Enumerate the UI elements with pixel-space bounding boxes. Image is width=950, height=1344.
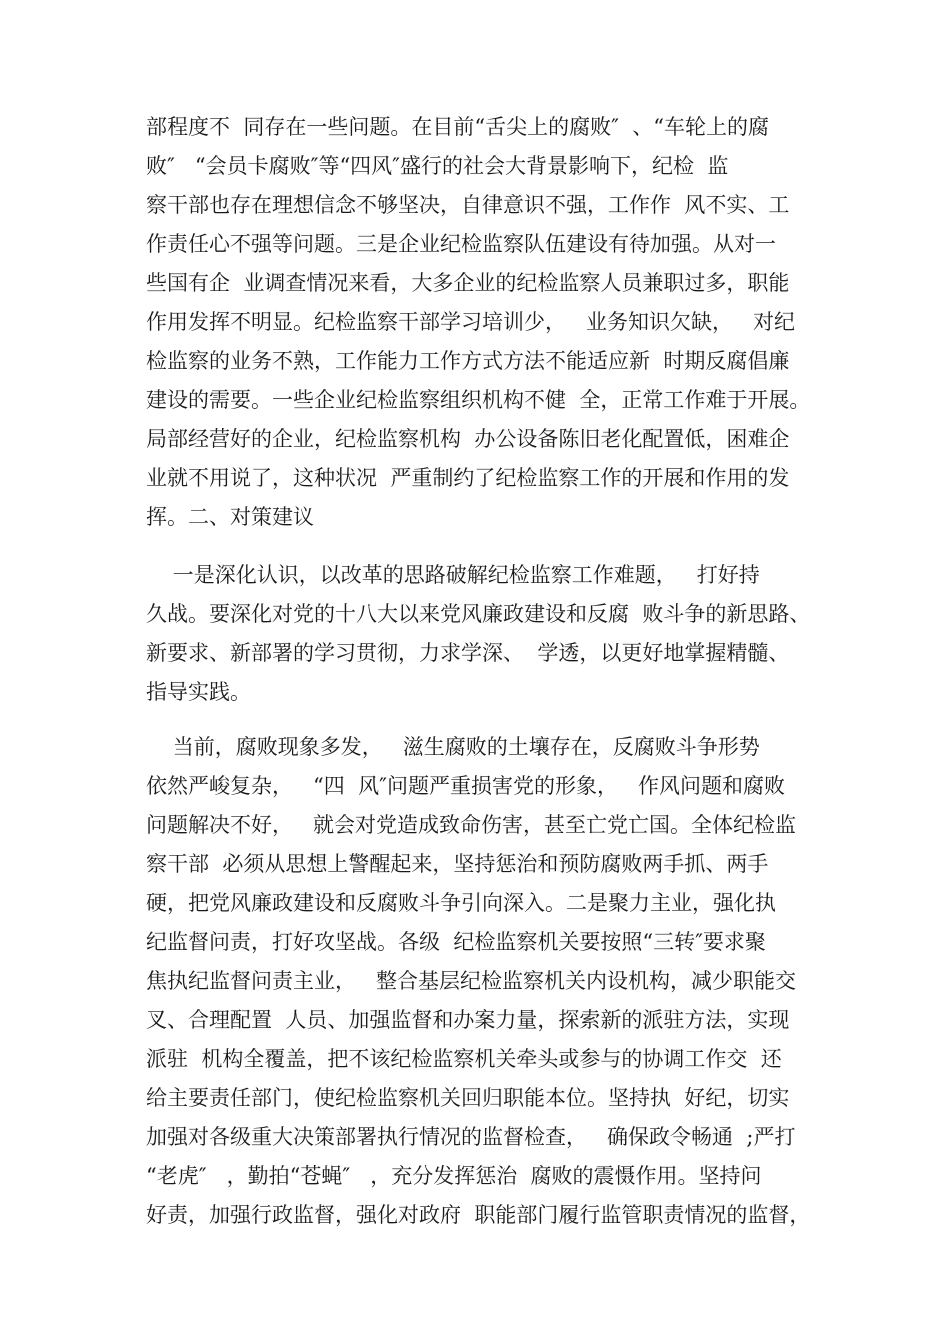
text-line: 察干部也存在理想信念不够坚决，自律意识不强，工作作 风不实、工 bbox=[146, 193, 790, 217]
text-line: 新要求、新部署的学习贯彻，力求学深、 学透，以更好地掌握精髓、 bbox=[146, 641, 790, 665]
paragraph-problems bbox=[146, 108, 816, 537]
text-line: 给主要责任部门，使纪检监察机关回归职能本位。坚持执 好纪，切实 bbox=[146, 1086, 790, 1110]
paragraph-current-situation bbox=[146, 728, 816, 1235]
text-line: 依然严峻复杂， “四 风″问题严重损害党的形象， 作风问题和腐败 bbox=[146, 774, 785, 798]
text-line: 一是深化认识，以改革的思路破解纪检监察工作难题， 打好持 bbox=[146, 563, 760, 587]
text-line: 建设的需要。一些企业纪检监察组织机构不健 全，正常工作难于开展。 bbox=[146, 388, 811, 412]
text-line: “老虎″ ，勤拍“苍蝇″ ，充分发挥惩治 腐败的震慑作用。坚持问 bbox=[146, 1164, 762, 1188]
text-line: 焦执纪监督问责主业， 整合基层纪检监察机关内设机构，减少职能交 bbox=[146, 969, 797, 993]
text-line: 些国有企 业调查情况来看，大多企业的纪检监察人员兼职过多，职能 bbox=[146, 271, 790, 295]
text-line: 败″ “会员卡腐败″等“四风″盛行的社会大背景影响下，纪检 监 bbox=[146, 154, 729, 178]
text-line: 当前，腐败现象多发， 滋生腐败的土壤存在，反腐败斗争形势 bbox=[146, 735, 760, 759]
text-line: 业就不用说了，这种状况 严重制约了纪检监察工作的开展和作用的发 bbox=[146, 466, 790, 490]
paragraph-deepen-understanding bbox=[146, 556, 816, 712]
text-line: 作用发挥不明显。纪检监察干部学习培训少， 业务知识欠缺， 对纪 bbox=[146, 310, 796, 334]
text-line: 作责任心不强等问题。三是企业纪检监察队伍建设有待加强。从对一 bbox=[146, 232, 776, 256]
text-line: 加强对各级重大决策部署执行情况的监督检查， 确保政令畅通 ;严打 bbox=[146, 1125, 796, 1149]
text-line: 察干部 必须从思想上警醒起来，坚持惩治和预防腐败两手抓、两手 bbox=[146, 852, 769, 876]
text-line: 派驻 机构全覆盖，把不该纪检监察机关牵头或参与的协调工作交 还 bbox=[146, 1047, 782, 1071]
text-line: 好责，加强行政监督，强化对政府 职能部门履行监管职责情况的监督， bbox=[146, 1203, 811, 1227]
text-line: 检监察的业务不熟，工作能力工作方式方法不能适应新 时期反腐倡廉 bbox=[146, 349, 790, 373]
text-line: 指导实践。 bbox=[146, 680, 251, 704]
text-line: 部程度不 同存在一些问题。在目前“舌尖上的腐败″ 、“车轮上的腐 bbox=[146, 115, 770, 139]
text-line: 挥。二、对策建议 bbox=[146, 505, 314, 529]
text-line: 纪监督问责，打好攻坚战。各级 纪检监察机关要按照“三转″要求聚 bbox=[146, 930, 766, 954]
text-line: 局部经营好的企业，纪检监察机构 办公设备陈旧老化配置低，困难企 bbox=[146, 427, 790, 451]
text-line: 叉、合理配置 人员、加强监督和办案力量，探索新的派驻方法，实现 bbox=[146, 1008, 790, 1032]
text-line: 硬，把党风廉政建设和反腐败斗争引向深入。二是聚力主业，强化执 bbox=[146, 891, 776, 915]
text-line: 久战。要深化对党的十八大以来党风廉政建设和反腐 败斗争的新思路、 bbox=[146, 602, 811, 626]
text-line: 问题解决不好， 就会对党造成致命伤害，甚至亡党亡国。全体纪检监 bbox=[146, 813, 797, 837]
